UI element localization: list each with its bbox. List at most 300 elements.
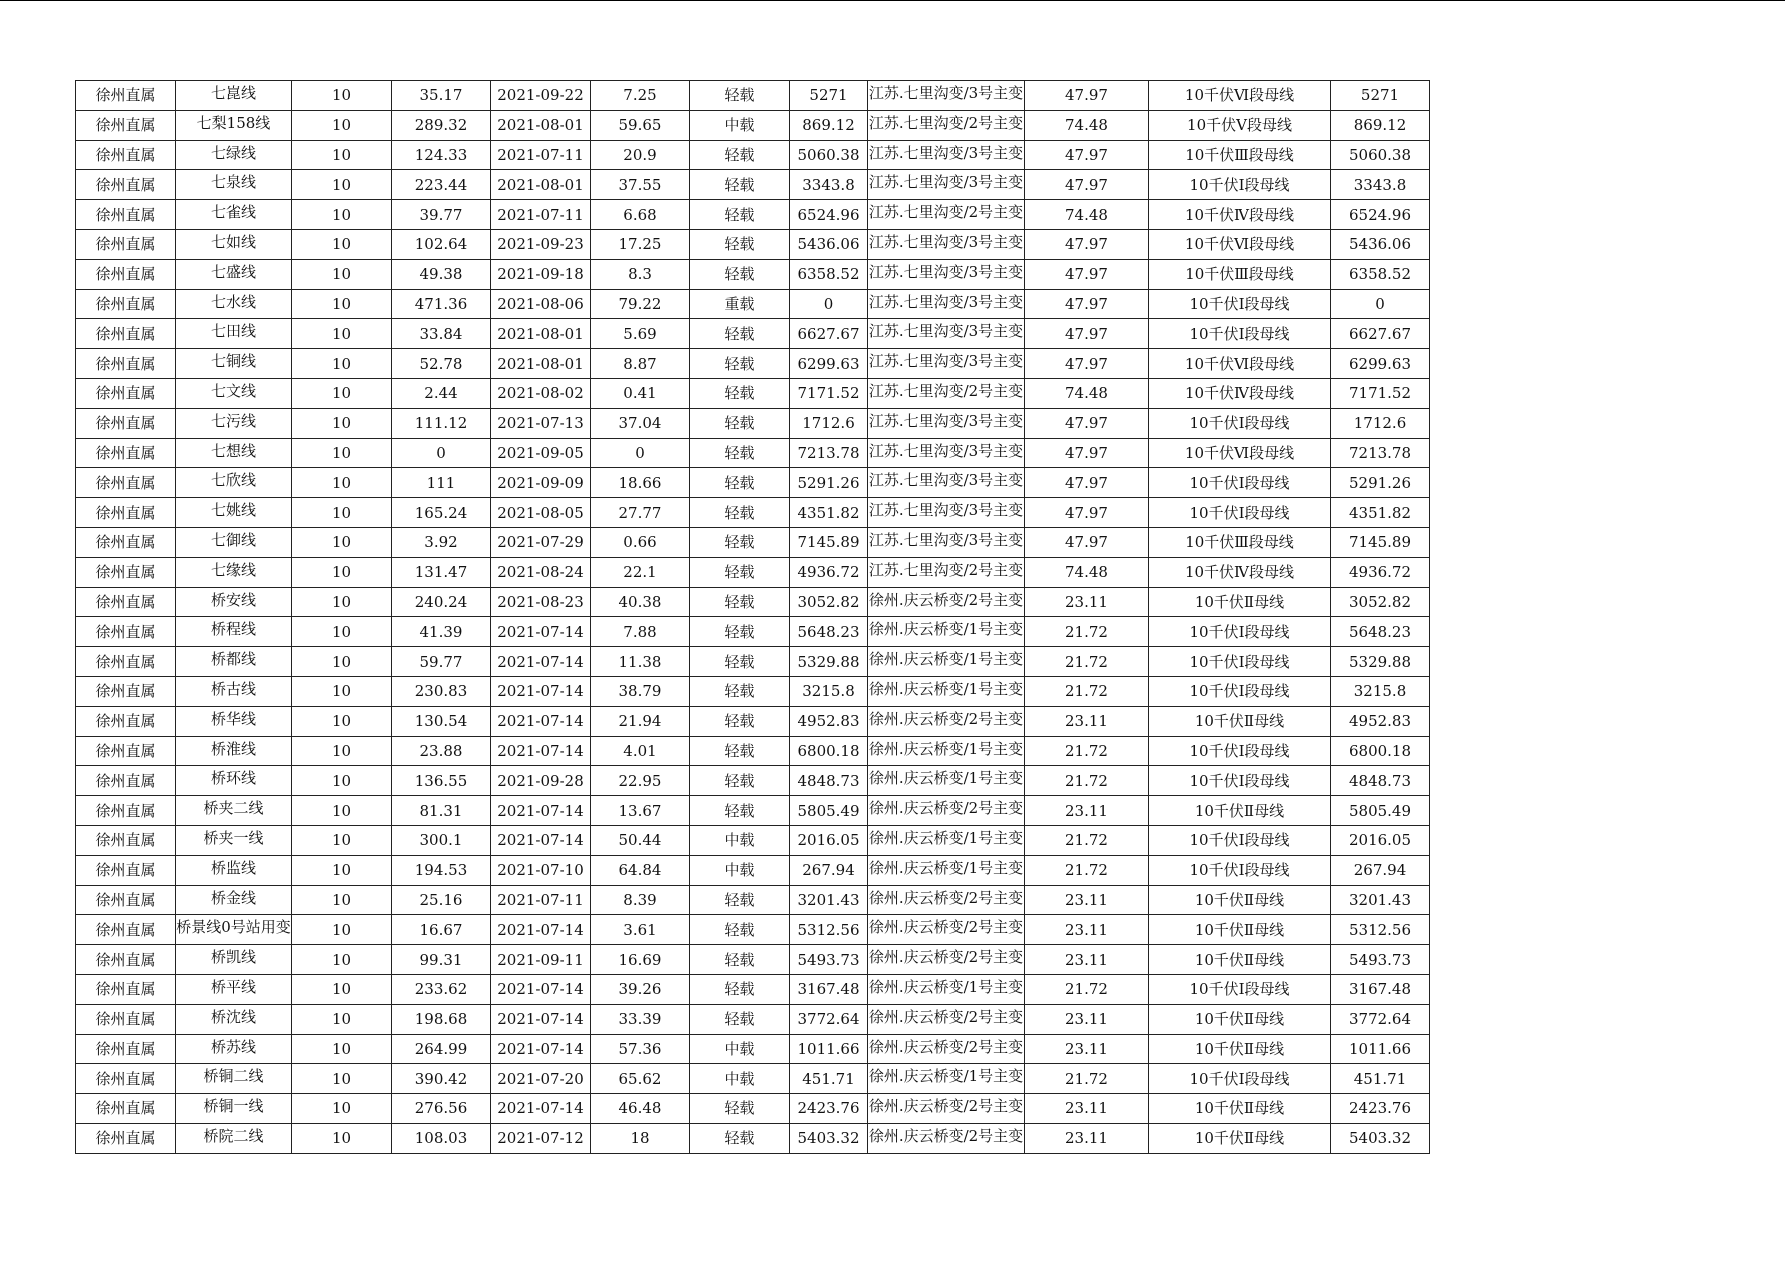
cell-current: 33.84 [392, 319, 491, 349]
table-row [76, 1123, 1430, 1153]
cell-capacity: 7171.52 [790, 378, 868, 408]
cell-load-rate: 79.22 [591, 289, 690, 319]
cell-date: 2021-07-11 [491, 140, 591, 170]
cell-date: 2021-09-23 [491, 229, 591, 259]
cell-capacity: 7213.78 [790, 438, 868, 468]
cell-transformer: 徐州.庆云桥变/1号主变 [868, 1064, 1025, 1094]
cell-date: 2021-07-14 [491, 1004, 591, 1034]
cell-company: 徐州直属 [76, 200, 176, 230]
cell-voltage: 10 [292, 676, 392, 706]
cell-voltage: 10 [292, 81, 392, 111]
cell-line-name: 七姚线 [176, 498, 292, 528]
cell-transformer-rate: 47.97 [1025, 498, 1149, 528]
cell-transformer: 徐州.庆云桥变/2号主变 [868, 945, 1025, 975]
cell-capacity: 4848.73 [790, 766, 868, 796]
cell-capacity: 3201.43 [790, 885, 868, 915]
cell-voltage: 10 [292, 200, 392, 230]
cell-transformer-rate: 74.48 [1025, 378, 1149, 408]
cell-company: 徐州直属 [76, 617, 176, 647]
cell-current: 39.77 [392, 200, 491, 230]
cell-load-level: 轻载 [690, 974, 790, 1004]
cell-transformer-rate: 23.11 [1025, 1123, 1149, 1153]
cell-current: 300.1 [392, 825, 491, 855]
cell-line-name: 七水线 [176, 289, 292, 319]
cell-load-level: 轻载 [690, 647, 790, 677]
cell-transformer: 徐州.庆云桥变/2号主变 [868, 1004, 1025, 1034]
cell-line-name: 七绿线 [176, 140, 292, 170]
cell-transformer-rate: 23.11 [1025, 1004, 1149, 1034]
cell-busbar: 10千伏Ⅱ母线 [1149, 1004, 1331, 1034]
cell-line-name: 七梨158线 [176, 110, 292, 140]
cell-load-rate: 27.77 [591, 498, 690, 528]
cell-busbar: 10千伏Ⅰ段母线 [1149, 408, 1331, 438]
cell-busbar: 10千伏Ⅱ母线 [1149, 706, 1331, 736]
cell-load-level: 轻载 [690, 736, 790, 766]
cell-transformer-rate: 47.97 [1025, 527, 1149, 557]
cell-company: 徐州直属 [76, 408, 176, 438]
cell-busbar: 10千伏Ⅰ段母线 [1149, 974, 1331, 1004]
cell-line-name: 桥景线0号站用变 [176, 915, 292, 945]
cell-line-name: 桥监线 [176, 855, 292, 885]
cell-capacity: 2016.05 [790, 825, 868, 855]
cell-capacity: 451.71 [790, 1064, 868, 1094]
cell-current: 264.99 [392, 1034, 491, 1064]
cell-voltage: 10 [292, 1064, 392, 1094]
cell-capacity: 5271 [790, 81, 868, 111]
cell-load-rate: 22.1 [591, 557, 690, 587]
cell-line-name: 桥华线 [176, 706, 292, 736]
cell-available: 5403.32 [1331, 1123, 1430, 1153]
cell-load-level: 轻载 [690, 259, 790, 289]
cell-voltage: 10 [292, 617, 392, 647]
cell-current: 59.77 [392, 647, 491, 677]
cell-company: 徐州直属 [76, 349, 176, 379]
table-row [76, 468, 1430, 498]
cell-load-level: 轻载 [690, 945, 790, 975]
cell-load-rate: 50.44 [591, 825, 690, 855]
cell-load-rate: 39.26 [591, 974, 690, 1004]
table-row [76, 349, 1430, 379]
cell-transformer-rate: 74.48 [1025, 200, 1149, 230]
cell-transformer: 江苏.七里沟变/3号主变 [868, 438, 1025, 468]
cell-transformer: 徐州.庆云桥变/1号主变 [868, 676, 1025, 706]
cell-busbar: 10千伏Ⅱ母线 [1149, 587, 1331, 617]
cell-current: 111 [392, 468, 491, 498]
cell-date: 2021-07-14 [491, 676, 591, 706]
cell-voltage: 10 [292, 527, 392, 557]
table-row [76, 706, 1430, 736]
cell-transformer-rate: 23.11 [1025, 1094, 1149, 1124]
cell-transformer: 江苏.七里沟变/3号主变 [868, 170, 1025, 200]
table-row [76, 736, 1430, 766]
table-row [76, 766, 1430, 796]
cell-load-level: 轻载 [690, 617, 790, 647]
cell-load-rate: 18 [591, 1123, 690, 1153]
table-row [76, 825, 1430, 855]
cell-line-name: 桥苏线 [176, 1034, 292, 1064]
cell-line-name: 桥铜一线 [176, 1094, 292, 1124]
cell-load-level: 轻载 [690, 319, 790, 349]
cell-load-level: 轻载 [690, 1094, 790, 1124]
cell-capacity: 4936.72 [790, 557, 868, 587]
cell-line-name: 七田线 [176, 319, 292, 349]
table-row [76, 617, 1430, 647]
cell-load-level: 轻载 [690, 438, 790, 468]
cell-load-level: 轻载 [690, 229, 790, 259]
cell-capacity: 6524.96 [790, 200, 868, 230]
cell-date: 2021-07-14 [491, 1034, 591, 1064]
cell-busbar: 10千伏Ⅵ段母线 [1149, 229, 1331, 259]
cell-load-level: 中载 [690, 825, 790, 855]
cell-available: 5060.38 [1331, 140, 1430, 170]
cell-date: 2021-07-14 [491, 617, 591, 647]
cell-transformer-rate: 21.72 [1025, 766, 1149, 796]
cell-date: 2021-07-14 [491, 1094, 591, 1124]
table-row [76, 885, 1430, 915]
cell-current: 81.31 [392, 796, 491, 826]
cell-transformer-rate: 23.11 [1025, 885, 1149, 915]
cell-company: 徐州直属 [76, 1034, 176, 1064]
cell-load-rate: 0.41 [591, 378, 690, 408]
cell-company: 徐州直属 [76, 81, 176, 111]
cell-load-level: 中载 [690, 855, 790, 885]
cell-transformer-rate: 23.11 [1025, 587, 1149, 617]
cell-capacity: 5648.23 [790, 617, 868, 647]
cell-transformer-rate: 47.97 [1025, 259, 1149, 289]
cell-available: 5291.26 [1331, 468, 1430, 498]
cell-transformer: 江苏.七里沟变/3号主变 [868, 140, 1025, 170]
cell-current: 233.62 [392, 974, 491, 1004]
cell-busbar: 10千伏Ⅱ母线 [1149, 915, 1331, 945]
cell-available: 4848.73 [1331, 766, 1430, 796]
cell-voltage: 10 [292, 140, 392, 170]
cell-line-name: 桥夹一线 [176, 825, 292, 855]
table-row [76, 378, 1430, 408]
table-row [76, 676, 1430, 706]
cell-current: 289.32 [392, 110, 491, 140]
cell-load-rate: 46.48 [591, 1094, 690, 1124]
cell-transformer: 江苏.七里沟变/2号主变 [868, 110, 1025, 140]
cell-transformer-rate: 47.97 [1025, 319, 1149, 349]
cell-voltage: 10 [292, 1034, 392, 1064]
cell-available: 3772.64 [1331, 1004, 1430, 1034]
cell-date: 2021-08-01 [491, 319, 591, 349]
data-table [75, 80, 1430, 1154]
cell-load-rate: 17.25 [591, 229, 690, 259]
cell-transformer: 徐州.庆云桥变/1号主变 [868, 766, 1025, 796]
cell-available: 1011.66 [1331, 1034, 1430, 1064]
cell-current: 194.53 [392, 855, 491, 885]
cell-voltage: 10 [292, 229, 392, 259]
cell-transformer-rate: 21.72 [1025, 736, 1149, 766]
cell-capacity: 5436.06 [790, 229, 868, 259]
table-row [76, 1034, 1430, 1064]
page-top-border [0, 0, 1785, 1]
cell-load-rate: 57.36 [591, 1034, 690, 1064]
table-row [76, 110, 1430, 140]
cell-busbar: 10千伏Ⅱ母线 [1149, 796, 1331, 826]
cell-transformer-rate: 23.11 [1025, 796, 1149, 826]
cell-load-level: 轻载 [690, 1123, 790, 1153]
cell-company: 徐州直属 [76, 229, 176, 259]
cell-line-name: 七盛线 [176, 259, 292, 289]
cell-transformer: 江苏.七里沟变/3号主变 [868, 468, 1025, 498]
cell-load-rate: 5.69 [591, 319, 690, 349]
cell-busbar: 10千伏Ⅰ段母线 [1149, 319, 1331, 349]
cell-current: 25.16 [392, 885, 491, 915]
cell-company: 徐州直属 [76, 1123, 176, 1153]
table-row [76, 498, 1430, 528]
cell-busbar: 10千伏Ⅰ段母线 [1149, 676, 1331, 706]
cell-capacity: 5493.73 [790, 945, 868, 975]
table-row [76, 259, 1430, 289]
table-row [76, 1064, 1430, 1094]
cell-transformer: 徐州.庆云桥变/2号主变 [868, 1123, 1025, 1153]
cell-transformer: 徐州.庆云桥变/1号主变 [868, 617, 1025, 647]
cell-transformer: 江苏.七里沟变/3号主变 [868, 527, 1025, 557]
cell-date: 2021-07-14 [491, 825, 591, 855]
cell-current: 3.92 [392, 527, 491, 557]
cell-transformer-rate: 47.97 [1025, 81, 1149, 111]
cell-voltage: 10 [292, 498, 392, 528]
cell-available: 5312.56 [1331, 915, 1430, 945]
cell-transformer-rate: 47.97 [1025, 349, 1149, 379]
cell-busbar: 10千伏Ⅰ段母线 [1149, 1064, 1331, 1094]
cell-transformer-rate: 21.72 [1025, 855, 1149, 885]
cell-available: 5329.88 [1331, 647, 1430, 677]
cell-current: 198.68 [392, 1004, 491, 1034]
cell-available: 5648.23 [1331, 617, 1430, 647]
cell-transformer: 徐州.庆云桥变/2号主变 [868, 915, 1025, 945]
cell-capacity: 5403.32 [790, 1123, 868, 1153]
cell-current: 41.39 [392, 617, 491, 647]
cell-current: 99.31 [392, 945, 491, 975]
table-row [76, 796, 1430, 826]
cell-load-rate: 20.9 [591, 140, 690, 170]
cell-date: 2021-08-05 [491, 498, 591, 528]
cell-available: 6358.52 [1331, 259, 1430, 289]
cell-load-level: 轻载 [690, 676, 790, 706]
cell-date: 2021-09-11 [491, 945, 591, 975]
cell-line-name: 七欣线 [176, 468, 292, 498]
cell-voltage: 10 [292, 319, 392, 349]
cell-company: 徐州直属 [76, 825, 176, 855]
cell-load-level: 轻载 [690, 527, 790, 557]
cell-voltage: 10 [292, 1094, 392, 1124]
cell-load-rate: 40.38 [591, 587, 690, 617]
cell-voltage: 10 [292, 408, 392, 438]
cell-load-level: 轻载 [690, 468, 790, 498]
cell-load-rate: 11.38 [591, 647, 690, 677]
cell-current: 111.12 [392, 408, 491, 438]
cell-capacity: 3343.8 [790, 170, 868, 200]
cell-load-level: 轻载 [690, 498, 790, 528]
cell-company: 徐州直属 [76, 110, 176, 140]
cell-transformer: 徐州.庆云桥变/1号主变 [868, 855, 1025, 885]
cell-available: 6800.18 [1331, 736, 1430, 766]
cell-busbar: 10千伏Ⅳ段母线 [1149, 557, 1331, 587]
cell-busbar: 10千伏Ⅱ母线 [1149, 1034, 1331, 1064]
cell-line-name: 七御线 [176, 527, 292, 557]
cell-busbar: 10千伏Ⅲ段母线 [1149, 527, 1331, 557]
cell-line-name: 桥程线 [176, 617, 292, 647]
cell-current: 390.42 [392, 1064, 491, 1094]
cell-line-name: 七文线 [176, 378, 292, 408]
cell-transformer: 徐州.庆云桥变/1号主变 [868, 825, 1025, 855]
cell-available: 451.71 [1331, 1064, 1430, 1094]
cell-load-rate: 8.39 [591, 885, 690, 915]
cell-date: 2021-07-13 [491, 408, 591, 438]
cell-company: 徐州直属 [76, 676, 176, 706]
cell-voltage: 10 [292, 885, 392, 915]
table-row [76, 647, 1430, 677]
cell-voltage: 10 [292, 349, 392, 379]
cell-available: 7213.78 [1331, 438, 1430, 468]
cell-company: 徐州直属 [76, 647, 176, 677]
cell-company: 徐州直属 [76, 1004, 176, 1034]
cell-load-rate: 21.94 [591, 706, 690, 736]
cell-date: 2021-08-01 [491, 170, 591, 200]
cell-voltage: 10 [292, 110, 392, 140]
cell-current: 131.47 [392, 557, 491, 587]
cell-current: 130.54 [392, 706, 491, 736]
cell-current: 108.03 [392, 1123, 491, 1153]
cell-available: 3201.43 [1331, 885, 1430, 915]
cell-company: 徐州直属 [76, 706, 176, 736]
cell-load-level: 轻载 [690, 915, 790, 945]
cell-transformer: 徐州.庆云桥变/2号主变 [868, 1094, 1025, 1124]
cell-load-rate: 8.3 [591, 259, 690, 289]
cell-load-rate: 6.68 [591, 200, 690, 230]
cell-available: 869.12 [1331, 110, 1430, 140]
cell-transformer-rate: 23.11 [1025, 945, 1149, 975]
cell-date: 2021-07-14 [491, 796, 591, 826]
cell-date: 2021-08-01 [491, 349, 591, 379]
cell-transformer-rate: 47.97 [1025, 140, 1149, 170]
cell-load-level: 轻载 [690, 81, 790, 111]
cell-company: 徐州直属 [76, 885, 176, 915]
cell-busbar: 10千伏Ⅰ段母线 [1149, 855, 1331, 885]
cell-transformer-rate: 23.11 [1025, 915, 1149, 945]
cell-current: 136.55 [392, 766, 491, 796]
cell-voltage: 10 [292, 796, 392, 826]
table-row [76, 81, 1430, 111]
cell-voltage: 10 [292, 1123, 392, 1153]
cell-date: 2021-07-12 [491, 1123, 591, 1153]
table-row [76, 289, 1430, 319]
cell-capacity: 267.94 [790, 855, 868, 885]
cell-capacity: 6627.67 [790, 319, 868, 349]
cell-load-rate: 16.69 [591, 945, 690, 975]
cell-transformer-rate: 47.97 [1025, 468, 1149, 498]
cell-busbar: 10千伏Ⅰ段母线 [1149, 468, 1331, 498]
cell-line-name: 七想线 [176, 438, 292, 468]
cell-voltage: 10 [292, 438, 392, 468]
cell-current: 102.64 [392, 229, 491, 259]
table-row [76, 1094, 1430, 1124]
cell-current: 471.36 [392, 289, 491, 319]
cell-date: 2021-08-23 [491, 587, 591, 617]
cell-date: 2021-08-06 [491, 289, 591, 319]
cell-company: 徐州直属 [76, 259, 176, 289]
cell-load-rate: 8.87 [591, 349, 690, 379]
cell-company: 徐州直属 [76, 378, 176, 408]
cell-load-level: 轻载 [690, 587, 790, 617]
cell-available: 6299.63 [1331, 349, 1430, 379]
table-row [76, 140, 1430, 170]
cell-line-name: 七崑线 [176, 81, 292, 111]
cell-load-level: 轻载 [690, 408, 790, 438]
cell-busbar: 10千伏Ⅰ段母线 [1149, 766, 1331, 796]
cell-transformer-rate: 47.97 [1025, 289, 1149, 319]
cell-current: 49.38 [392, 259, 491, 289]
cell-busbar: 10千伏Ⅱ母线 [1149, 945, 1331, 975]
cell-load-rate: 37.04 [591, 408, 690, 438]
cell-available: 3052.82 [1331, 587, 1430, 617]
cell-voltage: 10 [292, 825, 392, 855]
cell-transformer-rate: 74.48 [1025, 110, 1149, 140]
table-row [76, 319, 1430, 349]
cell-line-name: 桥都线 [176, 647, 292, 677]
cell-transformer: 江苏.七里沟变/3号主变 [868, 259, 1025, 289]
cell-company: 徐州直属 [76, 170, 176, 200]
cell-load-rate: 0 [591, 438, 690, 468]
cell-company: 徐州直属 [76, 527, 176, 557]
table-row [76, 527, 1430, 557]
cell-current: 230.83 [392, 676, 491, 706]
cell-transformer-rate: 21.72 [1025, 1064, 1149, 1094]
cell-date: 2021-07-14 [491, 974, 591, 1004]
cell-company: 徐州直属 [76, 736, 176, 766]
cell-voltage: 10 [292, 945, 392, 975]
cell-capacity: 4952.83 [790, 706, 868, 736]
cell-current: 2.44 [392, 378, 491, 408]
cell-date: 2021-07-20 [491, 1064, 591, 1094]
cell-available: 3167.48 [1331, 974, 1430, 1004]
cell-available: 5436.06 [1331, 229, 1430, 259]
cell-transformer: 徐州.庆云桥变/2号主变 [868, 706, 1025, 736]
cell-transformer: 江苏.七里沟变/3号主变 [868, 349, 1025, 379]
table-row [76, 915, 1430, 945]
cell-date: 2021-08-01 [491, 110, 591, 140]
cell-voltage: 10 [292, 647, 392, 677]
cell-load-rate: 64.84 [591, 855, 690, 885]
cell-current: 223.44 [392, 170, 491, 200]
cell-transformer-rate: 23.11 [1025, 1034, 1149, 1064]
cell-capacity: 5805.49 [790, 796, 868, 826]
cell-line-name: 桥金线 [176, 885, 292, 915]
cell-capacity: 7145.89 [790, 527, 868, 557]
cell-transformer-rate: 21.72 [1025, 974, 1149, 1004]
cell-line-name: 桥凯线 [176, 945, 292, 975]
table-row [76, 200, 1430, 230]
cell-available: 6627.67 [1331, 319, 1430, 349]
cell-load-rate: 18.66 [591, 468, 690, 498]
cell-company: 徐州直属 [76, 468, 176, 498]
cell-company: 徐州直属 [76, 319, 176, 349]
cell-busbar: 10千伏Ⅱ母线 [1149, 1123, 1331, 1153]
cell-line-name: 桥沈线 [176, 1004, 292, 1034]
cell-load-rate: 0.66 [591, 527, 690, 557]
cell-capacity: 1712.6 [790, 408, 868, 438]
cell-current: 165.24 [392, 498, 491, 528]
cell-busbar: 10千伏Ⅰ段母线 [1149, 498, 1331, 528]
cell-load-level: 轻载 [690, 170, 790, 200]
cell-voltage: 10 [292, 706, 392, 736]
cell-date: 2021-07-11 [491, 885, 591, 915]
cell-voltage: 10 [292, 259, 392, 289]
cell-busbar: 10千伏Ⅴ段母线 [1149, 110, 1331, 140]
